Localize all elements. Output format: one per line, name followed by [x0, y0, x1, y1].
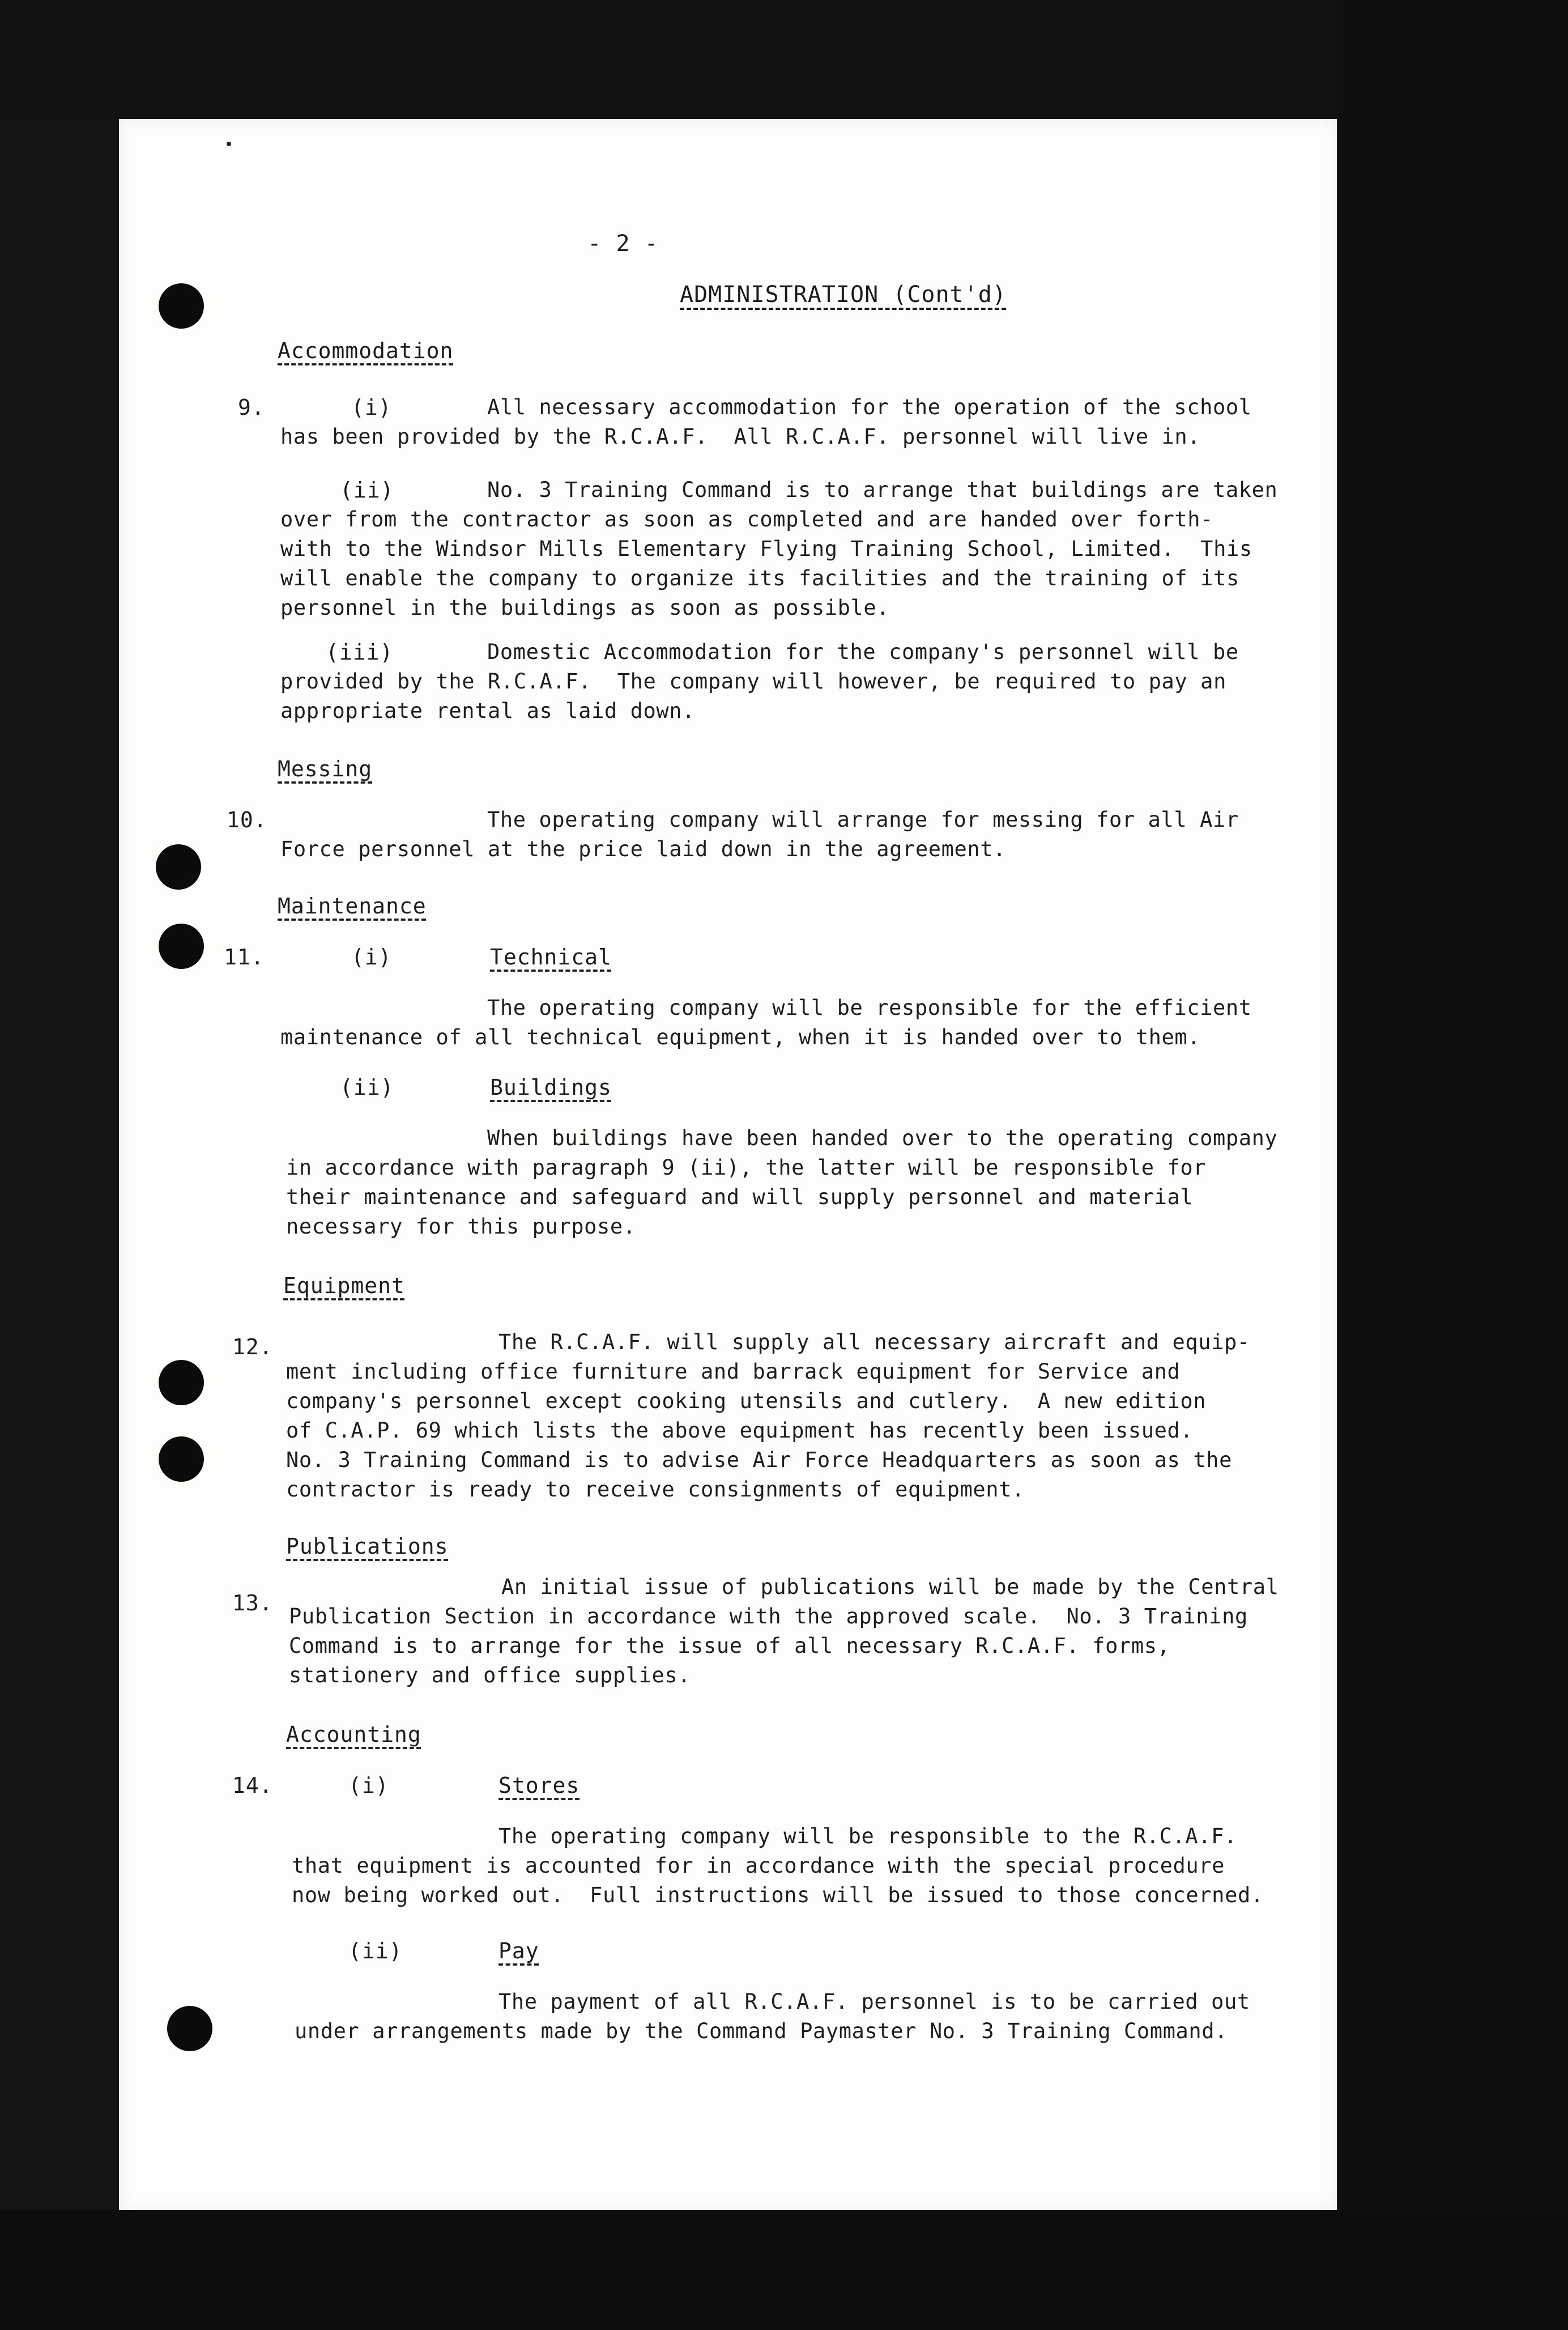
text-line: contractor is ready to receive consignments of equipment.	[286, 1477, 1025, 1502]
subsection-title-technical: Technical	[490, 945, 612, 970]
text-line: personnel in the buildings as soon as possible.	[280, 596, 890, 620]
text-line: The operating company will be responsible to the R.C.A.F.	[498, 1824, 1237, 1848]
text-line: No. 3 Training Command is to arrange that buildings are taken	[487, 478, 1278, 502]
text-line: Domestic Accommodation for the company's personnel will be	[487, 640, 1239, 664]
document-page	[119, 119, 1337, 2210]
sub-label: (ii)	[348, 1938, 403, 1963]
text-line: ment including office furniture and barrack equipment for Service and	[286, 1359, 1181, 1384]
paragraph-number: 14.	[232, 1773, 273, 1798]
sub-label: (ii)	[340, 1075, 394, 1100]
paragraph-number: 13.	[232, 1591, 273, 1615]
section-title-publications: Publications	[286, 1534, 449, 1559]
sub-label: (i)	[348, 1773, 389, 1798]
text-line: of C.A.P. 69 which lists the above equipment has recently been issued.	[286, 1418, 1194, 1443]
scan-border-right	[1337, 0, 1568, 2330]
sub-label: (i)	[351, 945, 392, 970]
text-line: No. 3 Training Command is to advise Air Force Headquarters as soon as the	[286, 1448, 1232, 1472]
section-title-messing: Messing	[278, 756, 373, 781]
text-line: An initial issue of publications will be made by the Central	[501, 1575, 1279, 1599]
paragraph-number: 9.	[238, 395, 265, 420]
text-line: The R.C.A.F. will supply all necessary aircraft and equip-	[498, 1330, 1250, 1354]
sub-label: (i)	[351, 395, 392, 420]
paragraph-number: 12.	[232, 1334, 273, 1359]
subsection-title-buildings: Buildings	[490, 1075, 612, 1100]
text-line: All necessary accommodation for the operation of the school	[487, 395, 1252, 419]
stray-mark	[227, 142, 231, 146]
punch-hole	[167, 2006, 212, 2051]
punch-hole	[159, 1360, 204, 1405]
subsection-title-stores: Stores	[498, 1773, 580, 1798]
text-line: provided by the R.C.A.F. The company will however, be required to pay an	[280, 669, 1226, 694]
section-title-maintenance: Maintenance	[278, 894, 427, 919]
punch-hole	[159, 1436, 204, 1482]
text-line: Publication Section in accordance with the approved scale. No. 3 Training	[289, 1604, 1248, 1629]
text-line: has been provided by the R.C.A.F. All R.C.A.F. personnel will live in.	[280, 424, 1201, 449]
section-title-accounting: Accounting	[286, 1722, 421, 1747]
text-line: maintenance of all technical equipment, when it is handed over to them.	[280, 1025, 1201, 1049]
text-line: Force personnel at the price laid down in the agreement.	[280, 837, 1007, 861]
text-line: Command is to arrange for the issue of all necessary R.C.A.F. forms,	[289, 1634, 1170, 1658]
text-line: that equipment is accounted for in accordance with the special procedure	[292, 1853, 1225, 1878]
text-line: appropriate rental as laid down.	[280, 699, 696, 723]
text-line: their maintenance and safeguard and will supply personnel and material	[286, 1185, 1194, 1209]
text-line: The payment of all R.C.A.F. personnel is to be carried out	[498, 1989, 1250, 2014]
text-line: over from the contractor as soon as completed and are handed over forth-	[280, 507, 1214, 532]
text-line: The operating company will be responsible for the efficient	[487, 996, 1252, 1020]
punch-hole	[159, 924, 204, 969]
scan-border-bottom	[0, 2210, 1568, 2330]
subsection-title-pay: Pay	[498, 1938, 539, 1963]
punch-hole	[156, 844, 201, 890]
text-line: company's personnel except cooking utensils and cutlery. A new edition	[286, 1389, 1207, 1413]
text-line: necessary for this purpose.	[286, 1214, 636, 1239]
text-line: in accordance with paragraph 9 (ii), the latter will be responsible for	[286, 1155, 1207, 1180]
text-line: with to the Windsor Mills Elementary Flying Training School, Limited. This	[280, 537, 1252, 561]
punch-hole	[159, 283, 204, 329]
sub-label: (ii)	[340, 478, 394, 503]
page-heading: ADMINISTRATION (Cont'd)	[680, 282, 1007, 308]
paragraph-number: 11.	[224, 945, 265, 970]
text-line: stationery and office supplies.	[289, 1663, 691, 1687]
section-title-equipment: Equipment	[283, 1273, 405, 1298]
text-line: now being worked out. Full instructions will be issued to those concerned.	[292, 1883, 1264, 1907]
page-number: - 2 -	[587, 231, 659, 257]
text-line: The operating company will arrange for messing for all Air	[487, 807, 1239, 832]
text-line: will enable the company to organize its facilities and the training of its	[280, 566, 1239, 590]
sub-label: (iii)	[326, 640, 394, 665]
text-line: under arrangements made by the Command Paymaster No. 3 Training Command.	[295, 2019, 1228, 2043]
scan-border-top	[0, 0, 1568, 119]
section-title-accommodation: Accommodation	[278, 338, 454, 363]
text-line: When buildings have been handed over to the operating company	[487, 1126, 1278, 1150]
paragraph-number: 10.	[227, 807, 267, 832]
